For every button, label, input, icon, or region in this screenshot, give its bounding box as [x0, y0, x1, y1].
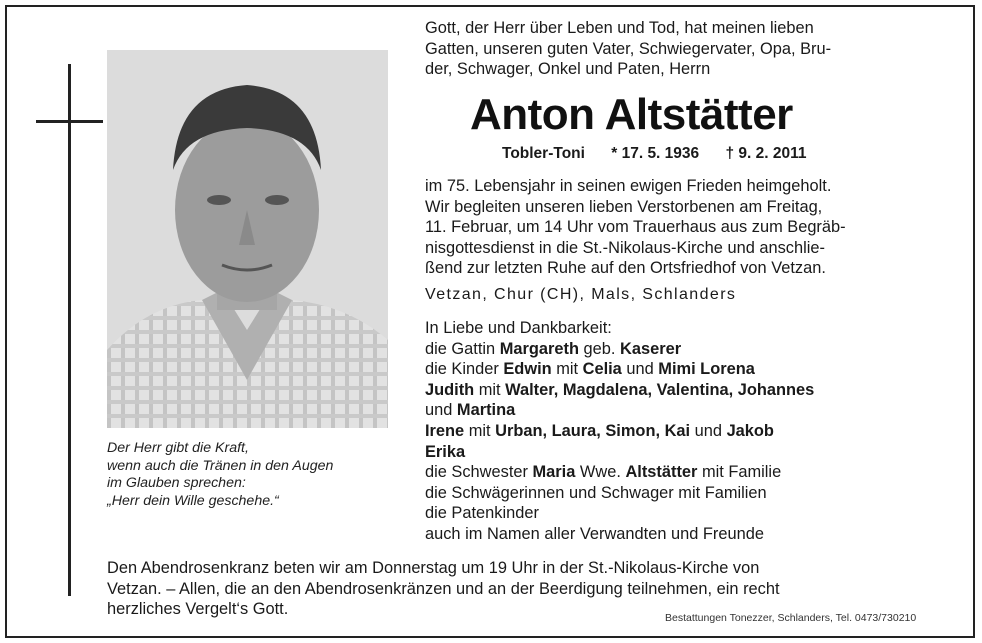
- text: Wwe.: [579, 463, 621, 482]
- name: Irene: [425, 421, 465, 440]
- footer-line: herzliches Vergelt‘s Gott.: [107, 600, 289, 618]
- rosary-notice: [107, 558, 780, 620]
- verse-line: im Glauben sprechen:: [107, 475, 246, 491]
- name: Erika: [425, 442, 466, 461]
- text: geb.: [583, 339, 616, 358]
- verse-line: wenn auch die Tränen in den Augen: [107, 457, 334, 474]
- text: und: [694, 421, 722, 440]
- text: mit: [556, 360, 579, 379]
- intro-line: Gatten, unseren guten Vater, Schwiegervater, Opa, Bru-: [425, 39, 832, 58]
- announcement-line: 11. Februar, um 14 Uhr vom Trauerhaus aus zum Begräb-: [425, 218, 846, 236]
- mourners-list: [425, 318, 814, 545]
- mourner-godchildren: die Patenkinder: [425, 504, 539, 523]
- text: und: [425, 401, 453, 420]
- verse: [107, 440, 407, 510]
- undertaker-credit: Bestattungen Tonezzer, Schlanders, Tel. 0473/730210: [665, 612, 917, 624]
- nickname: Tobler-Toni: [502, 145, 585, 162]
- mourner-wife: [425, 339, 814, 360]
- mourner-sister: [425, 462, 814, 483]
- name: Maria: [532, 463, 576, 482]
- intro-line: der, Schwager, Onkel und Paten, Herrn: [425, 60, 711, 78]
- text: die Kinder: [425, 360, 499, 379]
- text: mit: [478, 380, 501, 399]
- mourner-inlaws: die Schwägerinnen und Schwager mit Familien: [425, 483, 767, 502]
- mourner-child-family: [425, 442, 814, 463]
- name: Margareth: [499, 339, 579, 358]
- cross-symbol-bar: [36, 120, 103, 123]
- mourner-child-family: [425, 400, 814, 421]
- name: Kaserer: [620, 339, 682, 358]
- announcement-line: ßend zur letzten Ruhe auf den Ortsfriedhof von Vetzan.: [425, 259, 826, 277]
- name: Celia: [582, 360, 622, 379]
- verse-line: „Herr dein Wille geschehe.“: [107, 492, 279, 509]
- mourner-child-family: [425, 380, 814, 401]
- text: die Schwester: [425, 463, 528, 482]
- text: mit Familie: [701, 463, 782, 482]
- footer-line: Vetzan. – Allen, die an den Abendrosenkränzen und an der Beerdigung teilnehmen, ein recht: [107, 579, 780, 598]
- places: Vetzan, Chur (CH), Mals, Schlanders: [425, 286, 737, 303]
- text: und: [626, 360, 654, 379]
- death-date: † 9. 2. 2011: [725, 145, 807, 162]
- portrait-photo: [107, 50, 388, 428]
- mourners-heading: In Liebe und Dankbarkeit:: [425, 319, 612, 337]
- birth-date: * 17. 5. 1936: [611, 145, 700, 162]
- intro-line: Gott, der Herr über Leben und Tod, hat meinen lieben: [425, 19, 814, 37]
- name: Mimi Lorena: [658, 360, 755, 379]
- name: Edwin: [503, 360, 552, 379]
- mourner-child-family: [425, 421, 814, 442]
- name: Altstätter: [625, 463, 698, 482]
- announcement-line: nisgottesdienst in die St.-Nikolaus-Kirche und anschlie-: [425, 238, 825, 257]
- intro-text: [425, 18, 945, 80]
- mourner-relatives: auch im Namen aller Verwandten und Freunde: [425, 524, 764, 543]
- verse-line: Der Herr gibt die Kraft,: [107, 440, 249, 456]
- life-dates: [502, 145, 829, 163]
- deceased-name: Anton Altstätter: [470, 90, 793, 139]
- announcement-line: Wir begleiten unseren lieben Verstorbenen am Freitag,: [425, 197, 823, 216]
- text: die Gattin: [425, 339, 496, 358]
- announcement-text: [425, 176, 846, 279]
- name: Judith: [425, 380, 475, 399]
- mourner-children: [425, 359, 814, 380]
- name: Walter, Magdalena, Valentina, Johannes: [505, 380, 815, 399]
- name: Urban, Laura, Simon, Kai: [495, 421, 691, 440]
- announcement-line: im 75. Lebensjahr in seinen ewigen Frieden heimgeholt.: [425, 177, 832, 195]
- text: mit: [468, 421, 491, 440]
- name: Martina: [456, 401, 516, 420]
- cross-symbol: [68, 64, 71, 596]
- name: Jakob: [726, 421, 774, 440]
- footer-line: Den Abendrosenkranz beten wir am Donnerstag um 19 Uhr in der St.-Nikolaus-Kirche von: [107, 559, 760, 577]
